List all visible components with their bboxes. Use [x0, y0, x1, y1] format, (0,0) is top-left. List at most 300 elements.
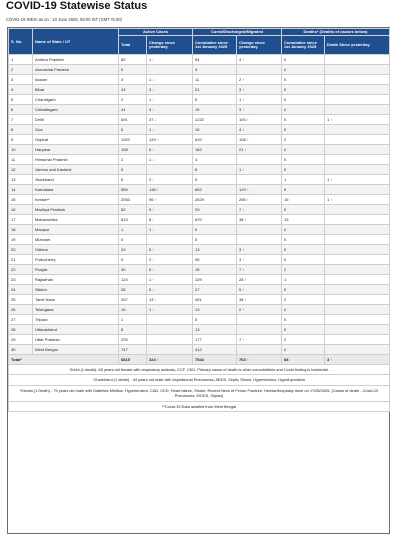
- cell-deaths-wrap: [284, 115, 286, 124]
- cell-deaths-change: [325, 55, 390, 65]
- cell-deaths-wrap: [284, 215, 288, 224]
- total-deaths-change-value: 3: [327, 357, 330, 362]
- cell-cured-change-wrap: [239, 185, 249, 194]
- cell-cured-change: [237, 135, 282, 145]
- cell-active-change-value: 1: [149, 277, 152, 282]
- table-body: [9, 55, 390, 365]
- cell-cured: [193, 255, 237, 265]
- cell-deaths: [282, 185, 325, 195]
- cell-active: [119, 165, 147, 175]
- cell-active-change: [147, 225, 193, 235]
- cell-state: Tripura: [33, 315, 119, 325]
- cell-active-change-wrap: [149, 305, 154, 314]
- cell-cured-change-value: 1: [239, 167, 242, 172]
- arrow-up-icon: ↑: [242, 247, 245, 252]
- cell-cured-wrap: [195, 205, 199, 214]
- cell-active-value: 1109: [121, 137, 130, 142]
- table-row: [9, 145, 390, 155]
- cell-deaths-value: 0: [284, 287, 287, 292]
- cell-cured-change: [237, 105, 282, 115]
- cell-active-change: [147, 145, 193, 155]
- cell-deaths: [282, 205, 325, 215]
- cell-deaths-wrap: [284, 345, 286, 354]
- cell-cured-change-value: 7: [239, 207, 242, 212]
- cell-deaths-change: [325, 265, 390, 275]
- arrow-up-icon: ↑: [242, 307, 245, 312]
- cell-cured: [193, 245, 237, 255]
- cell-active-change-value: 96: [149, 197, 154, 202]
- arrow-up-icon: ↑: [152, 107, 155, 112]
- cell-deaths-value: 15: [284, 197, 289, 202]
- cell-cured-change-value: 2: [239, 77, 242, 82]
- cell-active-wrap: [121, 205, 125, 214]
- cell-deaths-value: 0: [284, 347, 287, 352]
- arrow-up-icon: ↑: [242, 337, 245, 342]
- cell-cured-wrap: [195, 245, 199, 254]
- cell-cured: [193, 265, 237, 275]
- total-active-change: [147, 355, 193, 365]
- cell-deaths-value: 13: [284, 217, 289, 222]
- cell-sno: 29: [9, 335, 33, 345]
- cell-deaths: [282, 215, 325, 225]
- cell-cured-change: [237, 95, 282, 105]
- footnote-text: **Covid-19 Data awaited from West Bengal: [9, 401, 390, 411]
- cell-state: Uttarakhand: [33, 325, 119, 335]
- header-deaths-cumulative: Cumulative since 1st January 2025: [282, 36, 325, 55]
- cell-cured: [193, 215, 237, 225]
- cell-deaths: [282, 55, 325, 65]
- cell-deaths: [282, 155, 325, 165]
- cell-active-change-value: 1: [149, 57, 152, 62]
- cell-active-wrap: [121, 175, 123, 184]
- cell-active-wrap: [121, 155, 123, 164]
- cell-sno: 4: [9, 85, 33, 95]
- cell-state: Kerala**: [33, 195, 119, 205]
- arrow-up-icon: ↑: [330, 197, 333, 202]
- cell-active: [119, 95, 147, 105]
- cell-active: [119, 115, 147, 125]
- cell-active-wrap: [121, 165, 123, 174]
- cell-cured-change-wrap: [239, 285, 244, 294]
- cell-cured-wrap: [195, 125, 199, 134]
- cell-active-change-wrap: [149, 245, 154, 254]
- cell-active-change: [147, 125, 193, 135]
- cell-deaths-change: [325, 135, 390, 145]
- cell-cured-change-value: 2: [239, 307, 242, 312]
- cell-state: Sikkim: [33, 285, 119, 295]
- cell-active: [119, 85, 147, 95]
- cell-active-wrap: [121, 85, 125, 94]
- footnote-text: *Jharkhand (1 death) - 44 years old male with Aspirational Pneumonia, ARDS, Septic Shock, Hypertension, Hypothyroidism: [9, 375, 390, 385]
- cell-active-value: 691: [121, 117, 128, 122]
- cell-deaths-change: [325, 215, 390, 225]
- cell-active-change-wrap: [149, 295, 156, 304]
- header-cured-cumulative: Cumulative since 1st January 2025: [193, 36, 237, 55]
- arrow-up-icon: ↑: [152, 217, 155, 222]
- cell-cured-wrap: [195, 145, 202, 154]
- arrow-up-icon: ↑: [246, 357, 249, 362]
- cell-cured-value: 27: [195, 287, 200, 292]
- cell-sno: 9: [9, 135, 33, 145]
- statewise-table: [8, 28, 390, 412]
- cell-deaths-wrap: [284, 195, 288, 204]
- cell-deaths-change-wrap: [327, 195, 332, 204]
- cell-deaths: [282, 225, 325, 235]
- cell-sno: 16: [9, 205, 33, 215]
- cell-cured-wrap: [195, 165, 197, 174]
- arrow-up-icon: ↑: [246, 137, 249, 142]
- cell-cured-value: 8: [195, 167, 198, 172]
- table-row: [9, 155, 390, 165]
- table-row: [9, 245, 390, 255]
- cell-cured-change: [237, 165, 282, 175]
- cell-active: [119, 335, 147, 345]
- cell-active-value: 2: [121, 97, 124, 102]
- cell-cured-wrap: [195, 75, 199, 84]
- cell-deaths-wrap: [284, 235, 286, 244]
- cell-deaths-value: 0: [284, 167, 287, 172]
- arrow-up-icon: ↑: [242, 107, 245, 112]
- total-cured: [193, 355, 237, 365]
- cell-deaths-wrap: [284, 185, 286, 194]
- arrow-up-icon: ↑: [242, 87, 245, 92]
- cell-deaths-wrap: [284, 175, 286, 184]
- cell-state: Tamil Nadu: [33, 295, 119, 305]
- cell-active-change: [147, 155, 193, 165]
- table-row: [9, 295, 390, 305]
- footnote-row: [9, 385, 390, 401]
- cell-cured-value: 13: [195, 307, 200, 312]
- total-active-change-wrap: [149, 355, 159, 364]
- arrow-up-icon: ↑: [244, 217, 247, 222]
- cell-active-value: 225: [121, 337, 128, 342]
- cell-cured: [193, 305, 237, 315]
- cell-deaths-value: 0: [284, 307, 287, 312]
- cell-cured: [193, 275, 237, 285]
- cell-cured-change-wrap: [239, 265, 244, 274]
- cell-deaths-wrap: [284, 75, 286, 84]
- cell-state: Arunachal Pradesh: [33, 65, 119, 75]
- header-active-total: Total: [119, 36, 147, 55]
- cell-state: Haryana: [33, 145, 119, 155]
- cell-cured-change: [237, 345, 282, 355]
- cell-cured: [193, 185, 237, 195]
- cell-cured-wrap: [195, 185, 202, 194]
- cell-active-change-value: 3: [149, 87, 152, 92]
- cell-active-change: [147, 335, 193, 345]
- cell-sno: 8: [9, 125, 33, 135]
- cell-cured-wrap: [195, 215, 202, 224]
- cell-sno: 15: [9, 195, 33, 205]
- cell-cured-change-wrap: [239, 195, 249, 204]
- cell-cured-change-value: 28: [239, 277, 244, 282]
- cell-cured-change-value: 129: [239, 187, 246, 192]
- cell-active-change-wrap: [149, 75, 154, 84]
- cell-deaths: [282, 235, 325, 245]
- cell-state: Punjab: [33, 265, 119, 275]
- cell-active: [119, 55, 147, 65]
- cell-active-value: 41: [121, 107, 126, 112]
- cell-active-value: 559: [121, 187, 128, 192]
- cell-cured-value: 2629: [195, 197, 204, 202]
- cell-deaths: [282, 345, 325, 355]
- cell-sno: 13: [9, 175, 33, 185]
- cell-cured-change: [237, 285, 282, 295]
- cell-cured-change: [237, 145, 282, 155]
- arrow-down-icon: ↓: [152, 97, 155, 102]
- cell-cured-wrap: [195, 345, 202, 354]
- cell-cured-change: [237, 115, 282, 125]
- cell-cured-change-value: 1: [239, 97, 242, 102]
- cell-deaths-value: 0: [284, 77, 287, 82]
- cell-cured-wrap: [195, 295, 202, 304]
- cell-deaths-wrap: [284, 315, 286, 324]
- cell-deaths: [282, 85, 325, 95]
- table-row: [9, 215, 390, 225]
- table-row: [9, 85, 390, 95]
- cell-active-change-value: 1: [149, 227, 152, 232]
- cell-active-value: 0: [121, 67, 124, 72]
- footnote-text: *Kerala (1 Death) - 79 years old male with Diabetes Mellitus, Hypertension, CAD, CKD, Heart failure, Stroke, Recent Neck of Femur Fracture, Hemiarthroplasty done on 17/05/2025. (Cause of death - Covid-19 Pneumonia, MODS, Sepsis): [9, 385, 390, 401]
- cell-state: Gujarat: [33, 135, 119, 145]
- cell-active-wrap: [121, 335, 128, 344]
- total-active: [119, 355, 147, 365]
- table-row: [9, 115, 390, 125]
- cell-cured-change: [237, 55, 282, 65]
- cell-deaths-change: [325, 125, 390, 135]
- cell-deaths-change-wrap: [327, 175, 332, 184]
- cell-active-wrap: [121, 345, 128, 354]
- cell-sno: 20: [9, 245, 33, 255]
- cell-cured-value: 29: [195, 207, 200, 212]
- footnotes-section: [9, 365, 390, 412]
- cell-active-wrap: [121, 275, 128, 284]
- table-row: [9, 305, 390, 315]
- cell-deaths-value: 0: [284, 107, 287, 112]
- cell-active-change-wrap: [149, 115, 156, 124]
- cell-active-value: 10: [121, 307, 126, 312]
- cell-deaths-wrap: [284, 65, 286, 74]
- cell-deaths-change: [325, 205, 390, 215]
- cell-deaths: [282, 305, 325, 315]
- cell-cured: [193, 85, 237, 95]
- cell-cured-change-value: 36: [239, 297, 244, 302]
- cell-deaths-wrap: [284, 145, 286, 154]
- cell-cured-change-wrap: [239, 275, 246, 284]
- cell-deaths-change: [325, 335, 390, 345]
- cell-active-change: [147, 175, 193, 185]
- table-row: [9, 345, 390, 355]
- cell-active-change-value: 5: [149, 247, 152, 252]
- cell-cured-change-wrap: [239, 55, 244, 64]
- cell-cured-change: [237, 235, 282, 245]
- header-active-group: Active Cases: [119, 29, 193, 36]
- cell-active: [119, 345, 147, 355]
- arrow-up-icon: ↑: [242, 97, 245, 102]
- cell-active-change: [147, 245, 193, 255]
- cell-active-value: 43: [121, 87, 126, 92]
- cell-deaths-value: 0: [284, 87, 287, 92]
- cell-deaths-change: [325, 95, 390, 105]
- cell-cured: [193, 195, 237, 205]
- cell-cured-change: [237, 195, 282, 205]
- arrow-up-icon: ↑: [152, 267, 155, 272]
- cell-cured: [193, 125, 237, 135]
- cell-deaths-change-wrap: [327, 115, 332, 124]
- cell-cured-change-wrap: [239, 205, 244, 214]
- cell-deaths: [282, 175, 325, 185]
- arrow-up-icon: ↑: [152, 147, 155, 152]
- cell-active-change-value: 37: [149, 117, 154, 122]
- cell-active-change: [147, 185, 193, 195]
- cell-cured-value: 9: [195, 177, 198, 182]
- arrow-down-icon: ↓: [152, 87, 155, 92]
- cell-deaths-change: [325, 235, 390, 245]
- cell-active: [119, 225, 147, 235]
- total-row: [9, 355, 390, 365]
- table-row: [9, 75, 390, 85]
- cell-deaths: [282, 335, 325, 345]
- cell-deaths-value: 2: [284, 137, 287, 142]
- cell-deaths-value: 0: [284, 227, 287, 232]
- cell-cured-change-value: 3: [239, 257, 242, 262]
- cell-cured-change-wrap: [239, 245, 244, 254]
- cell-deaths-change: [325, 195, 390, 205]
- cell-deaths-value: 0: [284, 117, 287, 122]
- cell-active: [119, 255, 147, 265]
- arrow-up-icon: ↑: [152, 207, 155, 212]
- cell-active-change-value: 9: [149, 207, 152, 212]
- cell-cured-wrap: [195, 195, 204, 204]
- cell-cured-value: 95: [195, 257, 200, 262]
- cell-cured-value: 0: [195, 317, 198, 322]
- cell-deaths: [282, 275, 325, 285]
- total-cured-wrap: [195, 355, 204, 364]
- cell-active-change: [147, 345, 193, 355]
- cell-deaths-value: 0: [284, 57, 287, 62]
- cell-deaths-wrap: [284, 225, 286, 234]
- cell-cured-change: [237, 155, 282, 165]
- cell-active-change: [147, 255, 193, 265]
- cell-state: Telangana: [33, 305, 119, 315]
- cell-deaths-wrap: [284, 135, 286, 144]
- total-deaths-value: 68: [284, 357, 289, 362]
- arrow-up-icon: ↑: [244, 297, 247, 302]
- cell-state: Chandigarh: [33, 95, 119, 105]
- cell-cured-change-value: 4: [239, 127, 242, 132]
- arrow-up-icon: ↑: [242, 167, 245, 172]
- cell-deaths: [282, 105, 325, 115]
- arrow-down-icon: ↓: [152, 227, 155, 232]
- total-deaths: [282, 355, 325, 365]
- cell-deaths: [282, 255, 325, 265]
- cell-cured-change-value: 7: [239, 267, 242, 272]
- cell-cured-change-value: 3: [239, 107, 242, 112]
- cell-state: Andhra Pradesh: [33, 55, 119, 65]
- cell-deaths: [282, 115, 325, 125]
- cell-active-change-wrap: [149, 265, 154, 274]
- cell-deaths-wrap: [284, 305, 286, 314]
- cell-cured-change: [237, 275, 282, 285]
- cell-active: [119, 155, 147, 165]
- cell-deaths-wrap: [284, 295, 286, 304]
- table-row: [9, 165, 390, 175]
- cell-state: Himachal Pradesh: [33, 155, 119, 165]
- cell-active: [119, 195, 147, 205]
- arrow-up-icon: ↑: [242, 207, 245, 212]
- table-row: [9, 335, 390, 345]
- cell-active-value: 747: [121, 347, 128, 352]
- cell-active: [119, 105, 147, 115]
- cell-active-value: 8: [121, 327, 124, 332]
- total-cured-change: [237, 355, 282, 365]
- total-active-value: 6815: [121, 357, 130, 362]
- cell-sno: 19: [9, 235, 33, 245]
- cell-cured: [193, 145, 237, 155]
- cell-active-change: [147, 85, 193, 95]
- arrow-up-icon: ↑: [242, 257, 245, 262]
- cell-deaths-change: [325, 275, 390, 285]
- cell-active-wrap: [121, 185, 128, 194]
- cell-cured: [193, 135, 237, 145]
- cell-active-change-value: 129: [149, 137, 156, 142]
- cell-cured-change: [237, 295, 282, 305]
- cell-deaths-value: 0: [284, 97, 287, 102]
- cell-cured-wrap: [195, 115, 204, 124]
- cell-deaths-wrap: [284, 105, 286, 114]
- cell-cured-value: 15: [195, 127, 200, 132]
- cell-cured: [193, 235, 237, 245]
- cell-cured-change-value: 104: [239, 117, 246, 122]
- cell-cured-value: 21: [195, 87, 200, 92]
- cell-active-value: 9: [121, 257, 124, 262]
- cell-deaths-value: 2: [284, 267, 287, 272]
- arrow-up-icon: ↑: [246, 197, 249, 202]
- cell-active-change-wrap: [149, 55, 154, 64]
- cell-deaths: [282, 285, 325, 295]
- cell-sno: 24: [9, 285, 33, 295]
- cell-cured: [193, 105, 237, 115]
- cell-active-change: [147, 95, 193, 105]
- cell-active-value: 108: [121, 147, 128, 152]
- cell-cured-wrap: [195, 105, 199, 114]
- cell-active-change: [147, 205, 193, 215]
- header-state: Name of State / UT: [33, 29, 119, 55]
- cell-active: [119, 125, 147, 135]
- arrow-up-icon: ↑: [152, 247, 155, 252]
- cell-deaths-value: 2: [284, 297, 287, 302]
- footnote-row: [9, 365, 390, 375]
- cell-deaths-change: [325, 75, 390, 85]
- cell-active-change-wrap: [149, 215, 154, 224]
- cell-cured: [193, 335, 237, 345]
- arrow-up-icon: ↑: [242, 57, 245, 62]
- cell-deaths: [282, 145, 325, 155]
- cell-active-wrap: [121, 125, 123, 134]
- cell-active-change-value: 136: [149, 187, 156, 192]
- cell-active-change: [147, 305, 193, 315]
- cell-deaths-value: 0: [284, 157, 287, 162]
- total-active-wrap: [121, 355, 130, 364]
- cell-deaths-wrap: [284, 125, 286, 134]
- cell-cured-value: 652: [195, 187, 202, 192]
- cell-active-change: [147, 195, 193, 205]
- cell-active: [119, 265, 147, 275]
- cell-cured-change-wrap: [239, 305, 244, 314]
- cell-active-change: [147, 315, 193, 325]
- cell-active-change-wrap: [149, 155, 154, 164]
- cell-active-change: [147, 285, 193, 295]
